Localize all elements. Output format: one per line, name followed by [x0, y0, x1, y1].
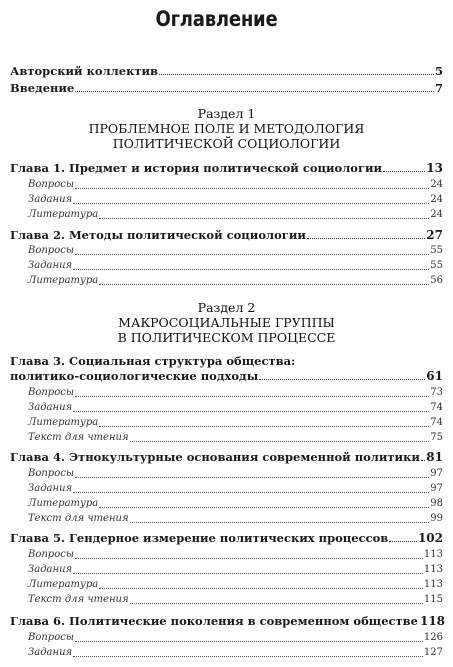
toc-subentry[interactable] — [10, 274, 443, 288]
leader-dots — [99, 217, 429, 219]
toc-subentry[interactable] — [10, 646, 443, 660]
toc-page-number: 115 — [423, 594, 443, 605]
leader-dots — [307, 237, 425, 239]
toc-chapter-1[interactable] — [10, 161, 443, 175]
toc-subentry[interactable] — [10, 593, 443, 607]
chapter-title-line1[interactable]: Глава 3. Социальная структура общества: — [10, 354, 296, 368]
leader-dots — [73, 410, 429, 412]
section-2-title-line2: В ПОЛИТИЧЕСКОМ ПРОЦЕССЕ — [117, 330, 336, 345]
toc-page-number: 81 — [426, 450, 443, 464]
leader-dots — [130, 521, 430, 523]
toc-subentry[interactable] — [10, 259, 443, 273]
page-title: Оглавление — [155, 7, 278, 31]
toc-subentry[interactable] — [10, 178, 443, 192]
toc-subentry[interactable] — [10, 193, 443, 207]
toc-chapter-3[interactable] — [10, 369, 443, 383]
toc-subentry[interactable] — [10, 416, 443, 430]
toc-subentry[interactable] — [10, 548, 443, 562]
leader-dots — [73, 491, 429, 493]
leader-dots — [75, 395, 429, 397]
leader-dots — [159, 73, 434, 75]
leader-dots — [73, 202, 429, 204]
toc-page-number: 56 — [430, 275, 443, 286]
toc-page-number: 113 — [423, 549, 443, 560]
toc-chapter-6[interactable] — [10, 614, 446, 628]
subentry-label: Задания — [28, 402, 73, 413]
toc-page-number: 113 — [423, 579, 443, 590]
toc-page-number: 24 — [430, 194, 443, 205]
toc-page-number: 5 — [434, 64, 443, 78]
section-1-title-line2: ПОЛИТИЧЕСКОЙ СОЦИОЛОГИИ — [112, 136, 341, 151]
toc-page-number: 24 — [430, 209, 443, 220]
subentry-label: Литература — [28, 417, 99, 428]
toc-page-number: 74 — [430, 417, 443, 428]
toc-subentry[interactable] — [10, 631, 443, 645]
chapter-title: политико-социологические подходы — [10, 369, 259, 383]
toc-page-number: 74 — [430, 402, 443, 413]
subentry-label: Литература — [28, 579, 99, 590]
subentry-label: Вопросы — [28, 468, 74, 479]
subentry-label: Текст для чтения — [28, 513, 129, 524]
chapter-title: Глава 1. Предмет и история политической социологии — [10, 161, 383, 175]
leader-dots — [73, 655, 423, 657]
toc-subentry[interactable] — [10, 208, 443, 222]
toc-page-number: 24 — [430, 179, 443, 190]
section-2-title-line1: МАКРОСОЦИАЛЬНЫЕ ГРУППЫ — [118, 315, 335, 330]
leader-dots — [389, 540, 417, 542]
leader-dots — [75, 640, 423, 642]
subentry-label: Вопросы — [28, 549, 74, 560]
toc-subentry[interactable] — [10, 431, 443, 445]
toc-page-number: 55 — [430, 260, 443, 271]
subentry-label: Литература — [28, 209, 99, 220]
leader-dots — [75, 187, 429, 189]
subentry-label: Задания — [28, 194, 73, 205]
section-1-title-line1: ПРОБЛЕМНОЕ ПОЛЕ И МЕТОДОЛОГИЯ — [88, 121, 365, 136]
toc-page-number: 55 — [430, 245, 443, 256]
toc-entry-label: Авторский коллектив — [10, 64, 159, 78]
toc-page-number: 118 — [419, 614, 446, 628]
toc-page-number: 61 — [426, 369, 443, 383]
leader-dots — [75, 90, 434, 92]
subentry-label: Задания — [28, 483, 73, 494]
toc-page-number: 99 — [430, 513, 443, 524]
toc-subentry[interactable] — [10, 482, 443, 496]
leader-dots — [421, 459, 425, 461]
toc-chapter-4[interactable] — [10, 450, 443, 464]
toc-page-number: 97 — [430, 468, 443, 479]
subentry-label: Текст для чтения — [28, 594, 129, 605]
subentry-label: Задания — [28, 647, 73, 658]
subentry-label: Литература — [28, 275, 99, 286]
subentry-label: Вопросы — [28, 179, 74, 190]
toc-page-number: 7 — [434, 81, 443, 95]
toc-chapter-2[interactable] — [10, 228, 443, 242]
chapter-title: Глава 5. Гендерное измерение политических процессов — [10, 531, 389, 545]
subentry-label: Задания — [28, 260, 73, 271]
leader-dots — [130, 602, 423, 604]
leader-dots — [383, 170, 425, 172]
chapter-title: Глава 4. Этнокультурные основания современной политики — [10, 450, 420, 464]
leader-dots — [99, 587, 423, 589]
chapter-title: Глава 6. Политические поколения в современном обществе — [10, 614, 418, 628]
leader-dots — [75, 253, 429, 255]
toc-page-number: 13 — [426, 161, 443, 175]
leader-dots — [73, 572, 423, 574]
toc-subentry[interactable] — [10, 512, 443, 526]
toc-subentry[interactable] — [10, 578, 443, 592]
toc-page-number: 97 — [430, 483, 443, 494]
toc-subentry[interactable] — [10, 563, 443, 577]
subentry-label: Вопросы — [28, 245, 74, 256]
toc-entry-label: Введение — [10, 81, 75, 95]
toc-subentry[interactable] — [10, 467, 443, 481]
leader-dots — [73, 268, 429, 270]
toc-page-number: 127 — [423, 647, 443, 658]
toc-page-number: 98 — [430, 498, 443, 509]
toc-entry-authors[interactable] — [10, 64, 443, 78]
subentry-label: Текст для чтения — [28, 432, 129, 443]
chapter-title: Глава 2. Методы политической социологии — [10, 228, 306, 242]
subentry-label: Задания — [28, 564, 73, 575]
section-1-label: Раздел 1 — [197, 106, 256, 121]
toc-page-number: 27 — [426, 228, 443, 242]
toc-subentry[interactable] — [10, 497, 443, 511]
leader-dots — [99, 425, 429, 427]
leader-dots — [130, 440, 430, 442]
leader-dots — [75, 557, 423, 559]
toc-entry-introduction[interactable] — [10, 81, 443, 95]
leader-dots — [99, 506, 429, 508]
subentry-label: Литература — [28, 498, 99, 509]
leader-dots — [259, 378, 425, 380]
toc-subentry[interactable] — [10, 386, 443, 400]
toc-subentry[interactable] — [10, 244, 443, 258]
toc-page-number: 102 — [417, 531, 443, 545]
leader-dots — [75, 476, 429, 478]
toc-chapter-5[interactable] — [10, 531, 443, 545]
subentry-label: Вопросы — [28, 387, 74, 398]
leader-dots — [99, 283, 429, 285]
toc-page-number: 126 — [423, 632, 443, 643]
toc-subentry[interactable] — [10, 401, 443, 415]
toc-page-number: 75 — [430, 432, 443, 443]
section-2-label: Раздел 2 — [197, 300, 256, 315]
toc-page-number: 113 — [423, 564, 443, 575]
toc-page-number: 73 — [430, 387, 443, 398]
subentry-label: Вопросы — [28, 632, 74, 643]
